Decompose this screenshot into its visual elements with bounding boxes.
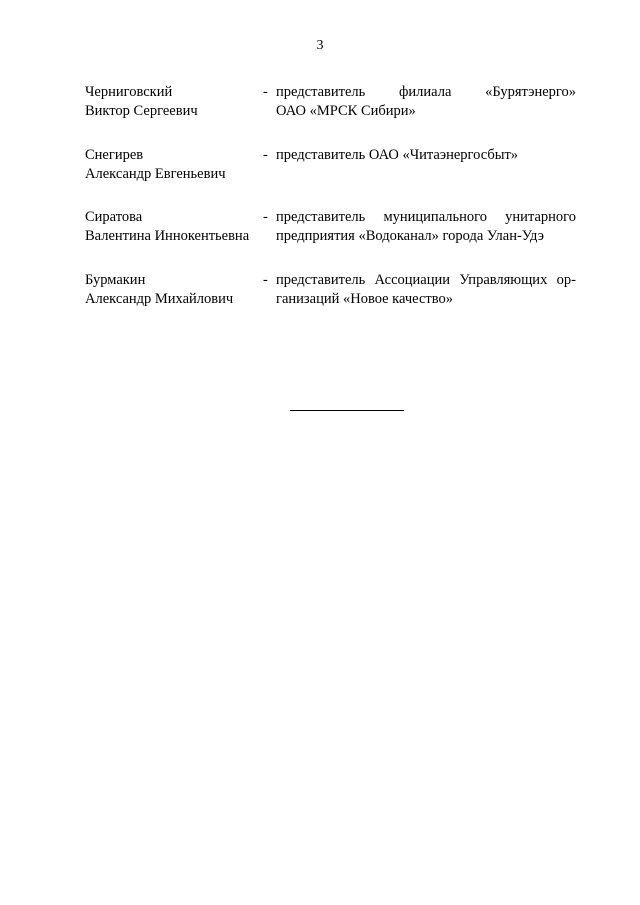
role-description: [276, 271, 576, 309]
surname: Снегирев: [85, 147, 144, 163]
word: филиала: [399, 84, 452, 100]
surname: Черниговский: [85, 84, 173, 100]
word: Управляющих: [459, 272, 548, 288]
person-name: [85, 83, 263, 121]
dash: -: [263, 209, 268, 225]
person-name: [85, 146, 263, 184]
surname: Сиратова: [85, 209, 143, 225]
list-item: [85, 208, 585, 248]
given-name: Александр Михайлович: [85, 291, 234, 307]
page-number: 3: [316, 38, 324, 53]
description-line: [276, 83, 576, 102]
word: унитарного: [505, 209, 576, 225]
given-name: Валентина Иннокентьевна: [85, 228, 250, 244]
given-name: Виктор Сергеевич: [85, 103, 198, 119]
given-name: Александр Евгеньевич: [85, 166, 226, 182]
description-line: [276, 271, 576, 290]
word: представитель: [276, 272, 366, 288]
list-item: [85, 83, 585, 123]
word: представитель: [276, 209, 366, 225]
word: ор-: [556, 272, 576, 288]
person-name: [85, 271, 263, 309]
list-item: [85, 271, 585, 311]
divider: [290, 410, 404, 411]
word: представитель: [276, 84, 366, 100]
description-line: ганизаций «Новое качество»: [276, 291, 453, 307]
word: «Бурятэнерго»: [485, 84, 576, 100]
list-item: [85, 146, 585, 186]
description-line: ОАО «МРСК Сибири»: [276, 103, 416, 119]
surname: Бурмакин: [85, 272, 146, 288]
dash: -: [263, 84, 268, 100]
role-description: [276, 208, 576, 246]
role-description: [276, 83, 576, 121]
role-description: [276, 146, 576, 165]
description-line: [276, 208, 576, 227]
dash: -: [263, 272, 268, 288]
description-line: предприятия «Водоканал» города Улан-Удэ: [276, 228, 544, 244]
word: муниципального: [383, 209, 487, 225]
person-name: [85, 208, 263, 246]
word: Ассоциации: [374, 272, 451, 288]
description-line: представитель ОАО «Читаэнергосбыт»: [276, 147, 519, 163]
dash: -: [263, 147, 268, 163]
